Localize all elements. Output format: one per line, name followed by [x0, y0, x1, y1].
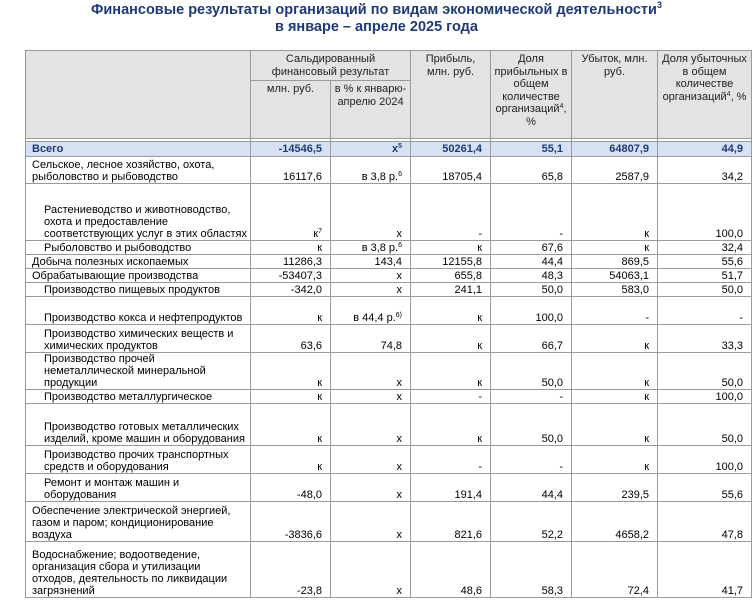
- cell-profit-share: 66,7: [491, 325, 572, 353]
- table-row: [26, 353, 752, 390]
- cell-loss-share: 100,0: [658, 184, 752, 241]
- cell-loss: к: [572, 404, 658, 446]
- row-label: Производство готовых металлических изделий, кроме машин и оборудования: [26, 404, 251, 446]
- cell-loss: к: [572, 353, 658, 390]
- cell-pct: 143,4: [331, 255, 411, 269]
- cell-saldo: 11286,3: [251, 255, 331, 269]
- cell-loss-share: -: [658, 297, 752, 325]
- cell-loss-share: 50,0: [658, 283, 752, 297]
- table-row: [26, 446, 752, 474]
- table-row: [26, 283, 752, 297]
- cell-saldo: -342,0: [251, 283, 331, 297]
- table-row: [26, 502, 752, 542]
- cell-pct: х: [331, 184, 411, 241]
- cell-pct: х: [331, 404, 411, 446]
- cell-loss-share: 100,0: [658, 446, 752, 474]
- cell-loss-share: 50,0: [658, 353, 752, 390]
- cell-profit-share: 58,3: [491, 542, 572, 598]
- cell-loss: 583,0: [572, 283, 658, 297]
- cell-saldo: к: [251, 241, 331, 255]
- page-title: [0, 2, 753, 36]
- cell-profit: 12155,8: [411, 255, 491, 269]
- cell-pct: х: [331, 474, 411, 502]
- financial-results-table: [25, 50, 752, 598]
- cell-saldo: к: [251, 390, 331, 404]
- cell-saldo: -53407,3: [251, 269, 331, 283]
- cell-profit-share: 50,0: [491, 404, 572, 446]
- cell-profit-share: 48,3: [491, 269, 572, 283]
- cell-loss-share: 33,3: [658, 325, 752, 353]
- table-row: [26, 255, 752, 269]
- cell-profit: -: [411, 446, 491, 474]
- cell-saldo: -23,8: [251, 542, 331, 598]
- cell-saldo: $к^7$: [251, 184, 331, 241]
- cell-saldo: к: [251, 404, 331, 446]
- cell-saldo: -3836,6: [251, 502, 331, 542]
- cell-profit-share: 50,0: [491, 353, 572, 390]
- cell-profit-share: 52,2: [491, 502, 572, 542]
- cell-profit: -: [411, 184, 491, 241]
- row-label: Растениеводство и животноводство, охота и предоставление соответствующих услуг в этих областях: [26, 184, 251, 241]
- header-saldo: Сальдированный финансовый результат: [251, 51, 411, 81]
- row-label: Водоснабжение; водоотведение, организация сбора и утилизации отходов, деятельность по ликвидации загрязнений: [26, 542, 251, 598]
- row-label: Производство кокса и нефтепродуктов: [26, 297, 251, 325]
- row-label: Обеспечение электрической энергией, газом и паром; кондиционирование воздуха: [26, 502, 251, 542]
- cell-loss-share: 100,0: [658, 390, 752, 404]
- cell-saldo: 16117,6: [251, 157, 331, 184]
- table-row: [26, 542, 752, 598]
- cell-pct: х: [331, 390, 411, 404]
- cell-profit: 48,6: [411, 542, 491, 598]
- table-row: [26, 325, 752, 353]
- cell-loss-share: 55,6: [658, 474, 752, 502]
- cell-loss-share: 32,4: [658, 241, 752, 255]
- table-row-total: [26, 142, 752, 157]
- cell-pct: х: [331, 353, 411, 390]
- row-label: Обрабатывающие производства: [26, 269, 251, 283]
- cell-saldo: -14546,5: [251, 142, 331, 157]
- cell-loss: к: [572, 446, 658, 474]
- cell-loss-share: 51,7: [658, 269, 752, 283]
- cell-profit: к: [411, 325, 491, 353]
- cell-profit: к: [411, 297, 491, 325]
- cell-profit-share: 50,0: [491, 283, 572, 297]
- table-row: [26, 390, 752, 404]
- cell-profit-share: -: [491, 390, 572, 404]
- cell-profit-share: 65,8: [491, 157, 572, 184]
- cell-saldo: к: [251, 446, 331, 474]
- cell-loss: 869,5: [572, 255, 658, 269]
- title-footnote: 3: [656, 0, 662, 10]
- cell-pct: х: [331, 542, 411, 598]
- row-label: Производство химических веществ и химических продуктов: [26, 325, 251, 353]
- cell-loss: к: [572, 325, 658, 353]
- cell-loss-share: 41,7: [658, 542, 752, 598]
- title-line-2: в январе – апреле 2025 года: [275, 19, 478, 35]
- cell-loss-share: 50,0: [658, 404, 752, 446]
- header-loss-share: Доля убыточных в общем количестве организаций$^4$, %: [658, 51, 752, 139]
- cell-loss: к: [572, 184, 658, 241]
- cell-profit: 821,6: [411, 502, 491, 542]
- cell-pct: х: [331, 446, 411, 474]
- cell-profit-share: 55,1: [491, 142, 572, 157]
- cell-profit-share: -: [491, 184, 572, 241]
- cell-profit: 50261,4: [411, 142, 491, 157]
- cell-profit: к: [411, 404, 491, 446]
- row-label: Производство прочей неметаллической минеральной продукции: [26, 353, 251, 390]
- cell-pct: $х^5$: [331, 142, 411, 157]
- cell-loss: к: [572, 241, 658, 255]
- table-row: [26, 241, 752, 255]
- table-row: [26, 474, 752, 502]
- cell-loss-share: 55,6: [658, 255, 752, 269]
- cell-pct: в 3,8 р.$^6$: [331, 157, 411, 184]
- cell-loss: 64807,9: [572, 142, 658, 157]
- table-row: [26, 297, 752, 325]
- cell-profit-share: -: [491, 446, 572, 474]
- row-label: Добыча полезных ископаемых: [26, 255, 251, 269]
- cell-loss: 2587,9: [572, 157, 658, 184]
- cell-loss: 72,4: [572, 542, 658, 598]
- cell-profit: 241,1: [411, 283, 491, 297]
- table-row: [26, 404, 752, 446]
- row-label: Производство прочих транспортных средств и оборудования: [26, 446, 251, 474]
- cell-profit: к: [411, 353, 491, 390]
- cell-pct: в 3,8 р.$^6$: [331, 241, 411, 255]
- cell-profit-share: 100,0: [491, 297, 572, 325]
- cell-saldo: к: [251, 297, 331, 325]
- cell-loss-share: 34,2: [658, 157, 752, 184]
- cell-profit-share: 44,4: [491, 474, 572, 502]
- cell-loss: к: [572, 390, 658, 404]
- table-row: [26, 184, 752, 241]
- header-saldo-pct: в % к январю-апрелю 2024: [331, 81, 411, 139]
- cell-loss: 239,5: [572, 474, 658, 502]
- row-label: Всего: [26, 142, 251, 157]
- cell-loss: -: [572, 297, 658, 325]
- header-activity: [26, 51, 251, 139]
- header-loss: Убыток, млн. руб.: [572, 51, 658, 139]
- cell-loss-share: 44,9: [658, 142, 752, 157]
- cell-profit: -: [411, 390, 491, 404]
- cell-saldo: к: [251, 353, 331, 390]
- cell-pct: х: [331, 283, 411, 297]
- cell-profit: 655,8: [411, 269, 491, 283]
- row-label: Производство металлургическое: [26, 390, 251, 404]
- row-label: Производство пищевых продуктов: [26, 283, 251, 297]
- row-label: Рыболовство и рыбоводство: [26, 241, 251, 255]
- cell-profit: 191,4: [411, 474, 491, 502]
- table-row: [26, 269, 752, 283]
- title-line-1: Финансовые результаты организаций по видам экономической деятельности: [91, 2, 657, 18]
- cell-loss: 4658,2: [572, 502, 658, 542]
- header-saldo-rub: млн. руб.: [251, 81, 331, 139]
- row-label: Ремонт и монтаж машин и оборудования: [26, 474, 251, 502]
- cell-saldo: -48,0: [251, 474, 331, 502]
- cell-loss-share: 47,8: [658, 502, 752, 542]
- cell-pct: х: [331, 269, 411, 283]
- header-profit-share: Доля прибыльных в общем количестве организаций$^4$, %: [491, 51, 572, 139]
- cell-pct: в 44,4 р.$^{6)}$: [331, 297, 411, 325]
- cell-loss: 54063,1: [572, 269, 658, 283]
- cell-pct: х: [331, 502, 411, 542]
- row-label: Сельское, лесное хозяйство, охота, рыболовство и рыбоводство: [26, 157, 251, 184]
- cell-profit: к: [411, 241, 491, 255]
- cell-pct: 74,8: [331, 325, 411, 353]
- cell-profit: 18705,4: [411, 157, 491, 184]
- table-row: [26, 157, 752, 184]
- cell-saldo: 63,6: [251, 325, 331, 353]
- cell-profit-share: 44,4: [491, 255, 572, 269]
- cell-profit-share: 67,6: [491, 241, 572, 255]
- header-profit: Прибыль, млн. руб.: [411, 51, 491, 139]
